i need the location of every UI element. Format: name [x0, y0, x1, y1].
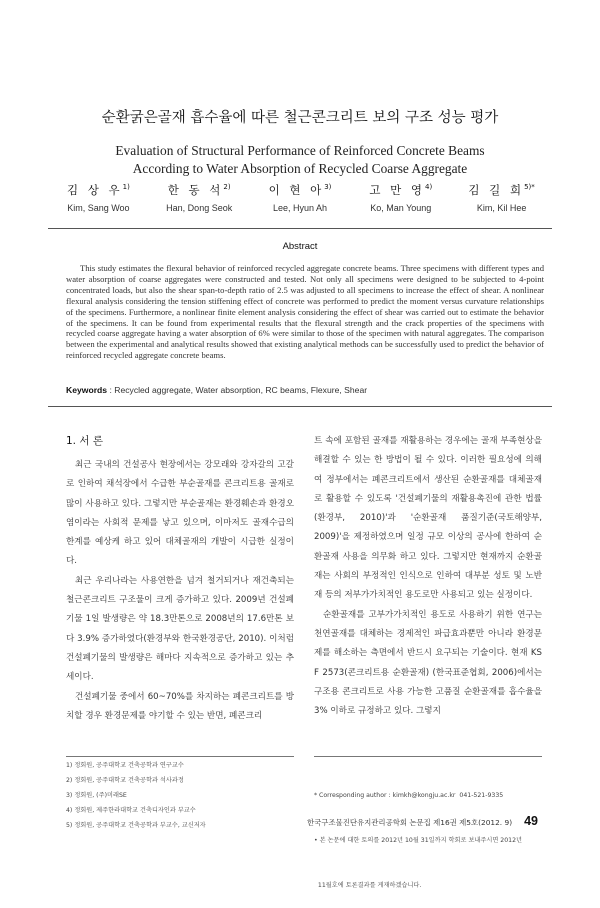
footnote: 11월호에 토론결과를 게재하겠습니다. [314, 882, 422, 889]
keywords-line [66, 385, 367, 395]
footnotes-left [66, 758, 296, 833]
author-name-korean-text: 한 동 석 [167, 183, 224, 197]
keywords-text: : Recycled aggregate, Water absorption, RC beams, Flexure, Shear [107, 385, 368, 395]
section-heading-introduction: 1. 서 론 [66, 435, 103, 447]
author-affiliation-mark: 4) [425, 183, 433, 192]
paper-title-english-line2: According to Water Absorption of Recycled Coarse Aggregate [132, 161, 468, 176]
author-name-korean [350, 182, 451, 198]
footnote-rule-left [66, 756, 294, 757]
body-right-column [314, 432, 542, 721]
body-paragraph: 최근 우리나라는 사용연한을 넘겨 철거되거나 재건축되는 철근콘크리트 구조물이 크게 증가하고 있다. 2009년 건설폐기물 1일 발생량은 약 18.3만톤으로 2008년의 17.6만톤 보다 3.9% 증가하였다(환경부와 한국환경공단, 2010). 이처럼 건설폐기물의 발생량은 해마다 지속적으로 증가하고 있는 추세이다. [66, 575, 294, 683]
footnotes-right [314, 758, 546, 908]
body-paragraph: 최근 국내의 건설공사 현장에서는 강모래와 강자갈의 고갈로 인하여 채석장에서 수급한 부순골재를 콘크리트용 골재로 많이 사용하고 있다. 그렇지만 부순골재는 환경훼손과 환경오염이라는 사회적 문제를 낳고 있으며, 이마저도 골재수급의 한계를 예상케 하고 있어 대체골재의 개발이 시급한 실정이다. [66, 460, 294, 567]
author-name-english: Kim, Kil Hee [476, 203, 527, 213]
author [48, 182, 149, 213]
body-paragraph: 트 속에 포함된 골재를 재활용하는 경우에는 골재 부족현상을 해결할 수 있는 한 방법이 될 수 있다. 이러한 필요성에 의해여 정부에서는 폐콘크리트에서 생산된 순환골재를 대체골재로 활용할 수 있도록 '건설폐기물의 재활용촉진에 관한 법률(환경부, 2010)'과 '순환골재 품질기준(국토해양부, 2009)'을 제정하였으며 일정 규모 이상의 공사에 한하여 순환골재 사용을 의무화 하고 있다. 그렇지만 현재까지 순환골재는 사회의 부정적인 인식으로 인하여 대부분 성토 및 노반재 등의 저부가가치적인 용도로만 사용되고 있는 실정이다. [314, 436, 542, 601]
author-name-korean-text: 김 길 희 [468, 183, 525, 197]
body-paragraph: 순환골재를 고부가가치적인 용도로 사용하기 위한 연구는 천연골재를 대체하는 경제적인 파급효과뿐만 아니라 환경문제를 해소하는 측면에서 반드시 요구되는 기술이다. 현재 KS F 2573(콘크리트용 순환골재) (한국표준협회, 2006)에서는 구조용 콘크리트로 사용 가능한 고품질 순환골재를 흡수율을 3% 이하로 규정하고 있다. 그렇지 [314, 609, 542, 717]
author-name-english: Han, Dong Seok [166, 203, 233, 213]
footnote: 5) 정회원, 공주대학교 건축공학과 부교수, 교신저자 [66, 822, 206, 829]
footnote: 3) 정회원, (주)미래SE [66, 792, 127, 799]
footnote: 2) 정회원, 공주대학교 건축공학과 석사과정 [66, 777, 184, 784]
author-name-korean [250, 182, 351, 198]
author [149, 182, 250, 213]
paper-title-english-line1: Evaluation of Structural Performance of Reinforced Concrete Beams [115, 143, 485, 158]
author-name-korean-text: 고 만 영 [369, 183, 426, 197]
abstract-body: This study estimates the flexural behavior of reinforced recycled aggregate concrete beams. Three specimens with different types and water absorption of coarse aggregates were constructed and tested. Not only all specimens were designed to be subjected to 4-point concentrated loads, but also the shear span-to-depth ratio of 2.5 was adjusted to all specimens to increase the effect of shear. A nonlinear flexural analysis considering the tension stiffening effect of concrete was performed to predict the moment versus curvature relationships of the specimens. Furthermore, a nonlinear finite element analysis considering the effect of shear was carried out to estimate the behavior of the specimens. It can be found from experimental results that the flexural strength and the crack properties of the specimens with recycled coarse aggregate having a water absorption of 6% were similar to those of the specimen with natural aggregates. The comparison between the experimental and analytical results showed that existing analytical methods can be successfully used to predict the behavior of reinforced recycled aggregate concrete beams. [66, 263, 544, 361]
author-affiliation-mark: 2) [223, 183, 231, 192]
abstract-heading: Abstract [282, 241, 318, 252]
author-name-korean-text: 이 현 아 [268, 183, 325, 197]
footnote: • 본 논문에 대한 토의를 2012년 10월 31일까지 학회로 보내주시면 2012년 [314, 837, 523, 844]
author-affiliation-mark: 1) [122, 183, 130, 192]
footnote-rule-right [314, 756, 542, 757]
journal-citation: 한국구조물진단유지관리공학회 논문집 제16권 제5호(2012. 9) [307, 818, 513, 827]
author [350, 182, 451, 213]
body-left-column [66, 456, 294, 726]
keywords-label: Keywords [66, 385, 108, 395]
author [451, 182, 552, 213]
author-list [48, 182, 552, 213]
author-name-english: Kim, Sang Woo [67, 203, 130, 213]
author-name-english: Ko, Man Young [370, 203, 432, 213]
author-name-korean [48, 182, 149, 198]
abstract-top-rule [48, 228, 552, 229]
author-affiliation-mark: 5)* [524, 183, 535, 192]
author-name-korean [149, 182, 250, 198]
body-paragraph: 건설폐기물 중에서 60~70%를 차지하는 폐콘크리트를 방치할 경우 환경문제를 야기할 수 있는 반면, 폐콘크리 [66, 691, 294, 721]
footnote: 4) 정회원, 제주한라대학교 건축디자인과 부교수 [66, 807, 196, 814]
footnote: 1) 정회원, 공주대학교 건축공학과 연구교수 [66, 762, 184, 769]
page-number: 49 [524, 814, 538, 828]
author-affiliation-mark: 3) [324, 183, 332, 192]
author-name-english: Lee, Hyun Ah [272, 203, 328, 213]
paper-title-korean: 순환굵은골재 흡수율에 따른 철근콘크리트 보의 구조 성능 평가 [101, 110, 499, 126]
abstract-bottom-rule [48, 406, 552, 407]
author-name-korean [451, 182, 552, 198]
author [250, 182, 351, 213]
page-footer [307, 814, 538, 828]
footnote: * Corresponding author : kimkh@kongju.ac.kr 041-521-9335 [314, 792, 504, 799]
author-name-korean-text: 김 상 우 [66, 183, 123, 197]
